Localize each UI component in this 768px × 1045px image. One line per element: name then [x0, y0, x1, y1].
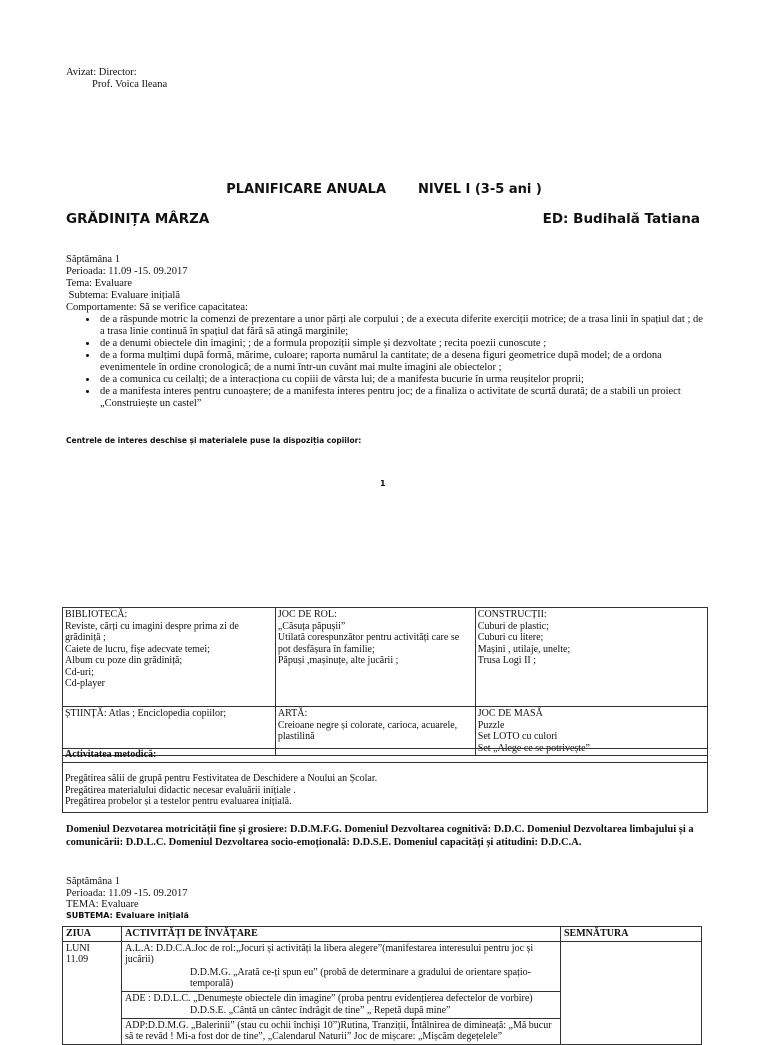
cell-line: Cuburi cu litere;	[477, 632, 544, 643]
cell-day	[63, 941, 122, 1044]
cell-line: Cd-uri;	[65, 666, 94, 678]
week1-theme: Tema: Evaluare	[66, 278, 133, 289]
cell-line: JOC DE ROL:	[277, 609, 337, 620]
week2-week: Săptămâna 1	[66, 876, 120, 887]
level-title: NIVEL I (3-5 ani )	[418, 182, 542, 197]
approval-director: Avizat: Director:	[66, 67, 137, 78]
page-number: 1	[380, 479, 386, 488]
cell-line: „Căsuța păpușii”	[277, 620, 346, 632]
cell-line: CONSTRUCȚII:	[477, 609, 547, 620]
list-item: • de a forma mulțimi după formă, mărime, culoare; raporta numărul la cantitate; de a desena figuri geometrice după model; de a ordona evenimentele în ordine cronologică; de a numi într-un cuvânt mai multe imagini ale obiectelor ;	[98, 350, 706, 374]
week1-block	[66, 254, 706, 410]
header-activities: ACTIVITĂȚI DE ÎNVĂȚARE	[122, 927, 561, 942]
metodica-block	[62, 748, 708, 813]
header-signature: SEMNĂTURA	[561, 927, 702, 942]
cell-line: BIBLIOTECĂ:	[65, 609, 128, 620]
day-date: 11.09	[66, 954, 89, 965]
metodica-heading: Activitatea metodică:	[63, 749, 707, 763]
cell-line: Reviste, cărți cu imagini despre prima zi de grădiniță ;	[65, 620, 239, 643]
cell-line: ȘTIINȚĂ: Atlas ; Enciclopedia copiilor;	[65, 708, 227, 719]
list-item: Pregătirea probelor și a testelor pentru evaluarea inițială.	[65, 796, 292, 807]
cell-signature	[561, 941, 702, 1044]
educator-name: ED: Budihală Tatiana	[542, 211, 700, 227]
center-constructii	[475, 608, 707, 707]
table-row	[63, 941, 702, 1044]
cell-line: Cuburi de plastic;	[477, 620, 549, 632]
cell-line: Set LOTO cu culori	[477, 731, 558, 742]
list-item: • de a manifesta interes pentru cunoaștere; de a manifesta interes pentru joc; de a finaliza o activitate de scurtă durată; de a stabili un proiect „Construiește un castel”	[98, 386, 706, 410]
table-row	[63, 608, 708, 707]
week1-period: Perioada: 11.09 -15. 09.2017	[66, 266, 188, 277]
center-biblioteca	[63, 608, 276, 707]
behaviours-list	[66, 314, 706, 410]
cell-line: Puzzle	[477, 719, 505, 731]
activity-line: ADE : D.D.L.C. „Denumește obiectele din imagine” (proba pentru evidențierea defectelor de vorbire)	[125, 992, 533, 1004]
cell-line: JOC DE MASĂ	[477, 708, 543, 719]
activity-line: A.L.A: D.D.C.A.Joc de rol:„Jocuri și activități la libera alegere”(manifestarea interesului pentru joc și jucării)	[125, 942, 534, 965]
cell-line: Cd-player	[65, 678, 105, 689]
cell-line: Utilată corespunzător pentru activități care se pot desfășura în familie;	[277, 632, 460, 655]
cell-line: Mașini , utilaje, unelte;	[477, 643, 571, 655]
list-item: Pregătirea materialului didactic necesar evaluării inițiale .	[65, 784, 296, 796]
week2-subtheme: SUBTEMA: Evaluare inițială	[66, 910, 189, 920]
centers-table	[62, 607, 708, 756]
week2-period: Perioada: 11.09 -15. 09.2017	[66, 887, 188, 899]
school-name: GRĂDINIȚA MÂRZA	[66, 211, 210, 227]
cell-line: Set „Alege ce se potrivește”	[477, 742, 590, 754]
activity-line: ADP:D.D.M.G. „Balerinii” (stau cu ochii închiși 10”)Rutina, Tranziții, Întâlnirea de dimineață: „Mă bucur să te revăd ! Mi-a fost dor de tine”, „Calendarul Naturii” Joc de mișcare: „Mișcăm degețelele”	[125, 1019, 552, 1042]
header-day: ZIUA	[63, 927, 122, 942]
day-name: LUNI	[66, 942, 90, 954]
activity-line: D.D.M.G. „Arată ce-ți spun eu” (probă de determinare a gradului de orientare spațio-temporală)	[122, 967, 560, 992]
plan-title: PLANIFICARE ANUALA	[226, 182, 387, 197]
week2-theme: TEMA: Evaluare	[66, 899, 139, 910]
week1-subtheme: Subtema: Evaluare inițială	[66, 290, 181, 301]
cell-activities	[122, 941, 561, 1044]
cell-line: Album cu poze din grădiniță;	[65, 655, 183, 666]
schedule-table	[62, 926, 702, 1045]
behaviours-intro: Comportamente: Să se verifice capacitatea:	[66, 302, 248, 313]
centres-heading: Centrele de interes deschise și materialele puse la dispoziția copiilor:	[66, 436, 362, 445]
page-title	[0, 182, 768, 197]
list-item: • de a denumi obiectele din imagini; ; de a formula propoziții simple și dezvoltate ; recita poezii cunoscute ;	[98, 338, 706, 350]
cell-line: Păpuși ,mașinuțe, alte jucării ;	[277, 655, 399, 666]
week1-week: Săptămâna 1	[66, 254, 120, 265]
domains-legend: Domeniul Dezvotarea motricității fine și grosiere: D.D.M.F.G. Domeniul Dezvoltarea cognitivă: D.D.C. Domeniul Dezvoltarea limbajului și a comunicării: D.D.L.C. Domeniul Dezvoltarea socio-emoțională: D.D.S.E. Domeniul capacități și atitudini: D.D.C.A.	[66, 824, 694, 848]
cell-line: Trusa Logi II ;	[477, 655, 537, 666]
approval-name: Prof. Voica Ileana	[92, 79, 168, 90]
cell-line: ARTĂ:	[277, 708, 308, 719]
cell-line: Caiete de lucru, fișe adecvate temei;	[65, 643, 210, 655]
approval-block	[66, 67, 167, 91]
week2-block	[66, 876, 189, 921]
activity-line: D.D.S.E. „Cântă un cântec îndrăgit de tine” „ Repetă după mine”	[122, 1005, 560, 1019]
cell-line: Creioane negre și colorate, carioca, acuarele, plastilină	[277, 719, 458, 742]
center-joc-de-rol	[275, 608, 475, 707]
table-row	[63, 927, 702, 942]
list-item: Pregătirea sălii de grupă pentru Festivitatea de Deschidere a Noului an Școlar.	[65, 773, 378, 784]
list-item: • de a răspunde motric la comenzi de prezentare a unor părți ale corpului ; de a executa diferite exerciții motrice; de a trasa linii în spațiul dat ; de a trasa linie continuă în spațiul dat fără să atingă marginile;	[98, 314, 706, 338]
list-item: • de a comunica cu ceilalți; de a interacționa cu copiii de vârsta lui; de a manifesta bucurie în urma reușitelor proprii;	[98, 374, 706, 386]
